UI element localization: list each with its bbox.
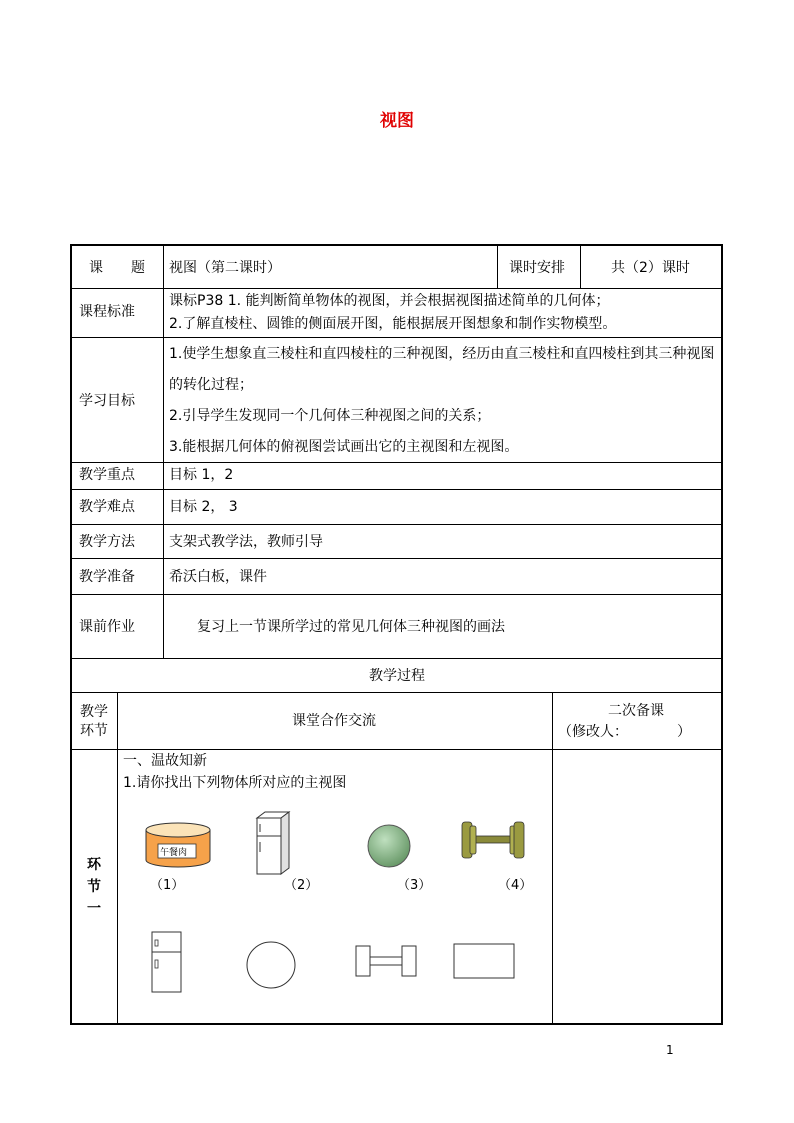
row-divider	[72, 558, 721, 559]
section-label-2: 节	[87, 879, 101, 895]
activity-header: 课堂合作交流	[292, 713, 376, 729]
preclass-value: 复习上一节课所学过的常见几何体三种视图的画法	[197, 619, 505, 635]
objectives-label: 学习目标	[79, 393, 135, 409]
revision-editor: （修改人： ）	[558, 724, 691, 740]
col-divider	[117, 692, 118, 1023]
circle-front-view-icon	[245, 940, 297, 990]
revision-header: 二次备课	[608, 703, 664, 719]
fridge-icon	[253, 810, 293, 876]
can-label: 午餐肉	[160, 848, 188, 858]
col-divider	[552, 692, 553, 1023]
preparation-label: 教学准备	[79, 569, 135, 585]
topic-value: 视图（第二课时）	[169, 260, 281, 276]
row-divider	[72, 462, 721, 463]
dumbbell-front-view-icon	[354, 944, 418, 978]
schedule-value: 共（2）课时	[611, 260, 690, 276]
item-label-4: （4）	[498, 878, 533, 893]
stage-header-line-2: 环节	[80, 723, 108, 739]
difficulties-label: 教学难点	[79, 499, 135, 515]
item-label-1: （1）	[150, 878, 185, 893]
row-divider	[72, 489, 721, 490]
section-label-1: 环	[87, 857, 101, 873]
section-label-3: 一	[87, 901, 101, 917]
difficulties-value: 目标 2， 3	[169, 499, 238, 515]
row-divider	[72, 524, 721, 525]
col-divider	[580, 246, 581, 288]
method-value: 支架式教学法，教师引导	[169, 534, 323, 550]
objective-line-3: 2.引导学生发现同一个几何体三种视图之间的关系；	[169, 408, 491, 424]
schedule-label: 课时安排	[509, 260, 565, 276]
question-text: 1.请你找出下列物体所对应的主视图	[123, 775, 347, 791]
key-points-label: 教学重点	[79, 467, 135, 483]
row-divider	[72, 749, 721, 750]
can-icon	[144, 820, 214, 868]
row-divider	[72, 594, 721, 595]
topic-label: 课 题	[89, 260, 145, 276]
sphere-icon	[366, 823, 412, 869]
stage-header-line-1: 教学	[80, 704, 108, 720]
standard-line-1: 课标P38 1. 能判断简单物体的视图，并会根据视图描述简单的几何体；	[169, 293, 610, 309]
standard-label: 课程标准	[79, 304, 135, 320]
col-divider	[163, 246, 164, 658]
item-label-3: （3）	[397, 878, 432, 893]
dumbbell-icon	[460, 818, 526, 862]
rectangle-front-view-icon	[452, 942, 516, 980]
preclass-label: 课前作业	[79, 619, 135, 635]
section-heading: 一、温故知新	[123, 753, 207, 769]
objective-line-4: 3.能根据几何体的俯视图尝试画出它的主视图和左视图。	[169, 439, 519, 455]
process-heading: 教学过程	[369, 668, 425, 684]
objective-line-2: 的转化过程；	[169, 377, 253, 393]
page-title: 视图	[380, 111, 414, 131]
objective-line-1: 1.使学生想象直三棱柱和直四棱柱的三种视图，经历由直三棱柱和直四棱柱到其三种视图	[169, 346, 715, 362]
preparation-value: 希沃白板，课件	[169, 569, 267, 585]
row-divider	[72, 658, 721, 659]
row-divider	[72, 288, 721, 289]
method-label: 教学方法	[79, 534, 135, 550]
key-points-value: 目标 1，2	[169, 467, 234, 483]
row-divider	[72, 692, 721, 693]
item-label-2: （2）	[284, 878, 319, 893]
page-number: 1	[666, 1043, 674, 1057]
standard-line-2: 2.了解直棱柱、圆锥的侧面展开图，能根据展开图想象和制作实物模型。	[169, 316, 617, 332]
fridge-front-view-icon	[150, 930, 184, 994]
row-divider	[72, 337, 721, 338]
col-divider	[497, 246, 498, 288]
